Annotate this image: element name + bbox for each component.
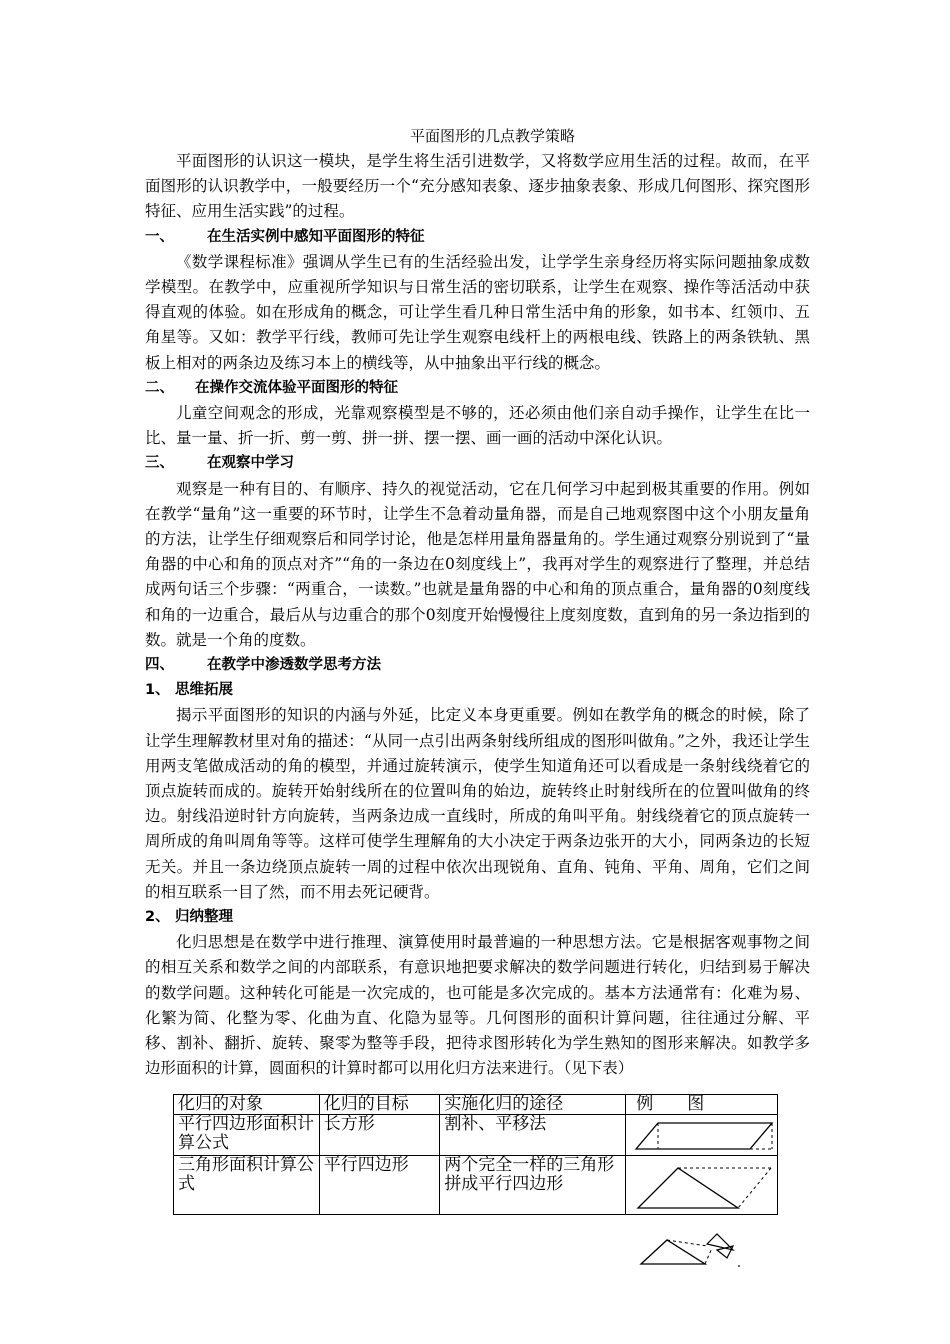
- subsection-heading-2: 2、 归纳整理: [145, 909, 233, 926]
- table-header-cell: 例 图: [626, 1095, 778, 1115]
- table-header-row: [174, 1095, 778, 1115]
- parallelogram-figure: [626, 1115, 776, 1155]
- section-heading-2: 二、 在操作交流体验平面图形的特征: [145, 379, 398, 396]
- table-cell: 平行四边形面积计算公式: [174, 1115, 320, 1156]
- table-row: [174, 1156, 778, 1215]
- subsection-2-body: 化归思想是在数学中进行推理、演算使用时最普遍的一种思想方法。它是根据客观事物之间的相互关系和数学之间的内部联系，有意识地把要求解决的数学问题进行转化，归结到易于解决的数学问题。这种转化可能是一次完成的，也可能是多次完成的。基本方法通常有：化难为易、化繁为简、化整为零、化曲为直、化隐为显等。几何图形的面积计算问题，往往通过分解、平移、割补、翻折、旋转、聚零为整等手段，把待求图形转化为学生熟知的图形来解决。如教学多边形面积的计算，圆面积的计算时都可以用化归方法来进行。（见下表）: [145, 933, 810, 1078]
- table-cell: 平行四边形: [319, 1156, 440, 1215]
- section-heading-1: 一、 在生活实例中感知平面图形的特征: [145, 228, 425, 245]
- table-cell: 两个完全一样的三角形拼成平行四边形: [440, 1156, 626, 1215]
- section-1-body: 《数学课程标准》强调从学生已有的生活经验出发，让学学生亲身经历将实际问题抽象成数学模型。在教学中，应重视所学知识与日常生活的密切联系，让学生在观察、操作等活活动中获得直观的体验。如在形成角的概念，可让学生看几种日常生活中角的形象，如书本、红领巾、五角星等。又如：教学平行线，教师可先让学生观察电线杆上的两根电线、铁路上的两条铁轨、黑板上相对的两条边及练习本上的横线等，从中抽象出平行线的概念。: [145, 252, 810, 372]
- table-cell: 三角形面积计算公式: [174, 1156, 320, 1215]
- intro-paragraph: 平面图形的认识这一模块，是学生将生活引进数学，又将数学应用生活的过程。故而，在平面图形的认识教学中，一般要经历一个“充分感知表象、逐步抽象表象、形成几何图形、探究图形特征、应用生活实践”的过程。: [145, 152, 810, 221]
- conversion-table: [173, 1094, 778, 1215]
- table-header-cell: 实施化归的途径: [440, 1095, 626, 1115]
- table-cell: 割补、平移法: [440, 1115, 626, 1156]
- table-cell: 长方形: [319, 1115, 440, 1156]
- table-header-cell: 化归的对象: [174, 1095, 320, 1115]
- subsection-heading-1: 1、 思维拓展: [145, 682, 233, 699]
- parallelogram-figure-cell: [626, 1115, 778, 1156]
- document-page: [145, 124, 810, 1194]
- triangle-rotation-figure: [637, 1232, 749, 1272]
- section-2-body: 儿童空间观念的形成，光靠观察模型是不够的，还必须由他们亲自动手操作，让学生在比一比、量一量、折一折、剪一剪、拼一拼、摆一摆、画一画的活动中深化认识。: [145, 404, 810, 448]
- triangle-figure-cell: [626, 1156, 778, 1215]
- table-row: [174, 1115, 778, 1156]
- subsection-1-body: 揭示平面图形的知识的内涵与外延，比定义本身更重要。例如在教学角的概念的时候，除了让学生理解教材里对角的描述：“从同一点引出两条射线所组成的图形叫做角。”之外，我还让学生用两支笔做成活动的角的模型，并通过旋转演示，使学生知道角还可以看成是一条射线绕着它的顶点旋转而成的。旋转开始射线所在的位置叫角的始边，旋转终止时射线所在的位置叫做角的终边。射线沿逆时针方向旋转，当两条边成一直线时，所成的角叫平角。射线绕着它的顶点旋转一周所成的角叫周角等等。这样可使学生理解角的大小决定于两条边张开的大小，同两条边的长短无关。并且一条边绕顶点旋转一周的过程中依次出现锐角、直角、钝角、平角、周角，它们之间的相互联系一目了然，而不用去死记硬背。: [145, 706, 810, 901]
- triangle-parallelogram-figure: [626, 1156, 776, 1214]
- page-title: 平面图形的几点教学策略: [409, 127, 575, 145]
- section-heading-4: 四、 在教学中渗透数学思考方法: [145, 657, 381, 674]
- table-header-cell: 化归的目标: [319, 1095, 440, 1115]
- section-3-body: 观察是一种有目的、有顺序、持久的视觉活动，它在几何学习中起到极其重要的作用。例如在教学“量角”这一重要的环节时，让学生不急着动量角器，而是自己地观察图中这个小朋友量角的方法，让学生仔细观察后和同学讨论，他是怎样用量角器量角的。学生通过观察分别说到了“量角器的中心和角的顶点对齐”“角的一条边在0刻度线上”，我再对学生的观察进行了整理，并总结成两句话三个步骤：“两重合，一读数。”也就是量角器的中心和角的顶点重合，量角器的0刻度线和角的一边重合，最后从与边重合的那个0刻度开始慢慢往上度刻度数，直到角的另一条边指到的数。就是一个角的度数。: [145, 479, 810, 649]
- section-heading-3: 三、 在观察中学习: [145, 455, 294, 472]
